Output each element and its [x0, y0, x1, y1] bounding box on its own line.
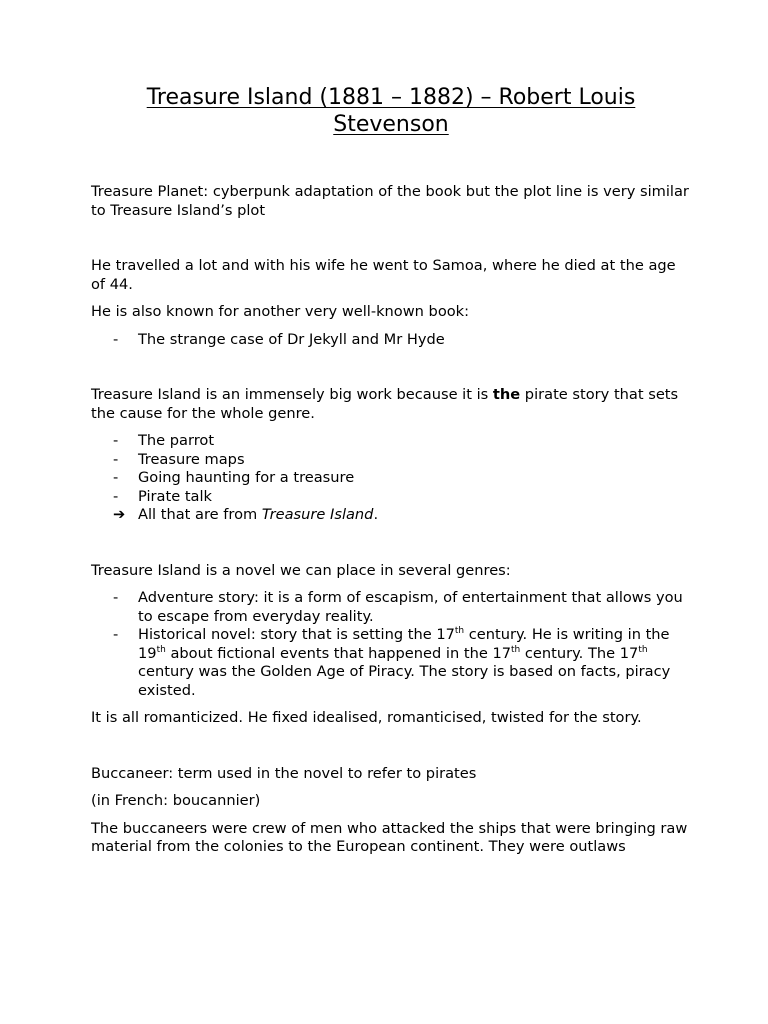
paragraph-samoa: He travelled a lot and with his wife he went to Samoa, where he died at the age of 44. [91, 257, 676, 293]
paragraph-treasure-planet: Treasure Planet: cyberpunk adaptation of the book but the plot line is very similar to Treasure Island’s plot [91, 183, 689, 219]
paragraph-french: (in French: boucannier) [91, 792, 261, 809]
paragraph-buccaneers-crew: The buccaneers were crew of men who attacked the ships that were bringing raw material from the colonies to the European continent. They were outlaws [91, 819, 688, 855]
list-item: - The parrot [113, 432, 215, 449]
bold-the: the [492, 386, 521, 403]
list-item: - The strange case of Dr Jekyll and Mr Hyde [113, 330, 445, 348]
list-item: - Treasure maps [113, 450, 245, 468]
list-item: - Historical novel: story that is setting the 17th century. He is writing in the 19th about fictional events that happened in the 17th century. The 17th century was the Golden Age of Piracy. The story is based on facts, piracy existed. [113, 626, 671, 699]
arrow-icon: ➔ [113, 506, 126, 523]
arrow-list-item: ➔ All that are from Treasure Island. [113, 506, 379, 523]
list-item: - Going haunting for a treasure [113, 469, 355, 486]
document-title [91, 84, 691, 138]
title-line-2: Stevenson [333, 112, 449, 137]
paragraph-immense-work: Treasure Island is an immensely big work because it is the pirate story that sets the cause for the whole genre. [91, 386, 679, 422]
list-item: - Adventure story: it is a form of escapism, of entertainment that allows you to escape from everyday reality. [113, 589, 683, 625]
list-other-book [91, 331, 691, 350]
paragraph-buccaneer: Buccaneer: term used in the novel to refer to pirates [91, 764, 477, 782]
list-pirate-elements [91, 432, 691, 525]
paragraph-romanticized: It is all romanticized. He fixed idealised, romanticised, twisted for the story. [91, 709, 642, 726]
list-item: - Pirate talk [113, 487, 212, 505]
title-line-1: Treasure Island (1881 – 1882) – Robert Louis [146, 85, 636, 110]
list-genres [91, 589, 691, 700]
document-page [91, 84, 691, 857]
paragraph-genres: Treasure Island is a novel we can place in several genres: [91, 561, 511, 579]
paragraph-known-for: He is also known for another very well-known book: [91, 303, 470, 320]
